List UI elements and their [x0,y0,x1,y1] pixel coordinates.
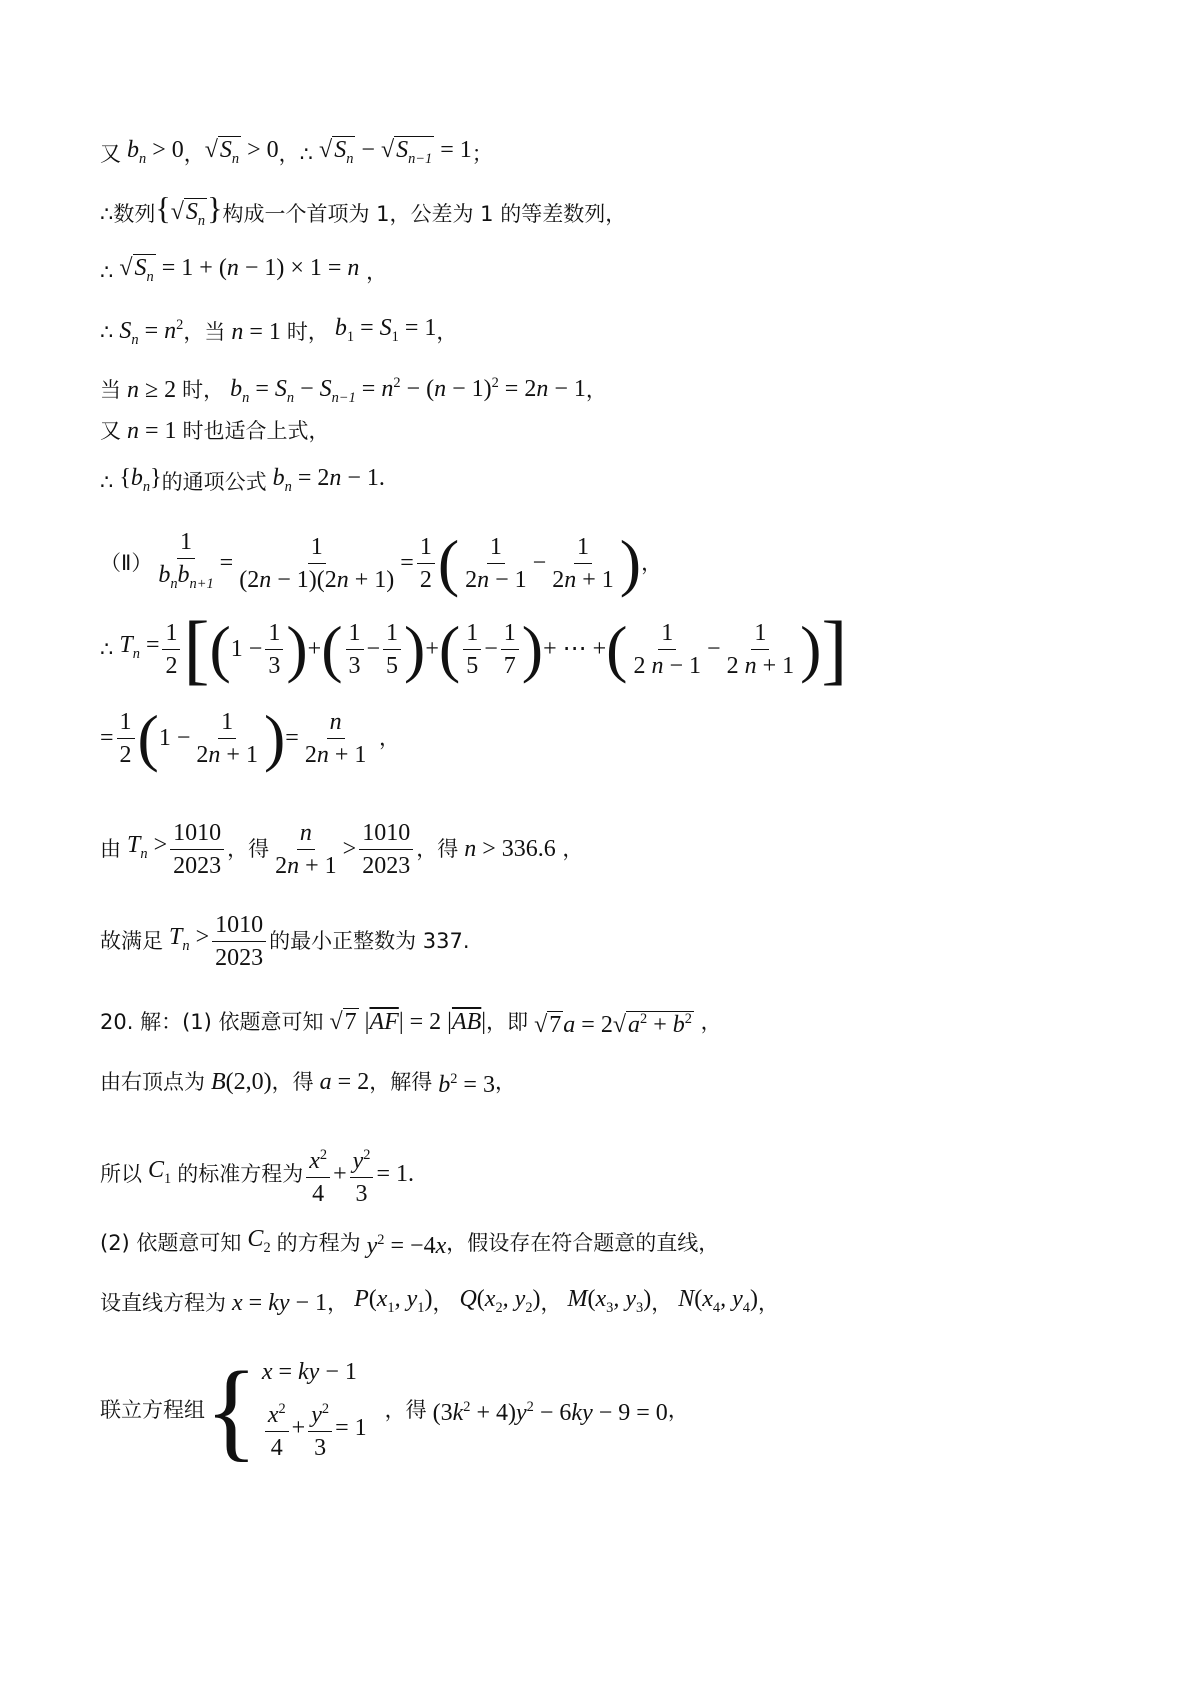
solution-line-5: 当 n ≥ 2 时， $b_n = S_n - S_{n-1} = n^2 - (n - 1)^2 = 2n - 1$ ， [100,375,607,406]
solution-line-15: 所以 $C_1$ 的标准方程为 $\frac{x^2}{4}$ + $\frac{y^2}{3}$ = 1. [100,1135,414,1213]
solution-line-3: ∴ $√S_n = 1 + (n - 1) \times 1 = n$ ， [100,255,388,285]
solution-line-8: （Ⅱ） $\frac{1}{b_nb_{n+1}}$ = $\frac{1}{(2n - 1)(2n + 1)}$ = $\frac{1}{2}$ ( $\frac{1}{2n - 1}$ − $\frac{1}{2n + 1}$ ) ， [100,527,663,598]
solution-line-10: = $\frac{1}{2}$ ( 1 − $\frac{1}{2n + 1}$ ) = $\frac{n}{2n + 1}$ ， [100,702,401,773]
solution-line-1: 又 $b_n > 0$ ， $√S_n > 0$ ，∴ $√S_n - √S_{n-1} = 1$ ； [100,137,493,167]
solution-line-4: ∴ $S_n = n^2$ ，当 n = 1 时， $b_1 = S_1 = 1$ ， [100,315,458,348]
solution-line-18: 联立方程组 { x = ky − 1 $\frac{x^2}{4}$ + $\frac{y^2}{3}$ = 1 ，得 $(3k^2 + 4)y^2 - 6ky - 9 = 0$ ， [100,1349,689,1471]
solution-line-11: 由 $T_n$ > $\frac{1010}{2023}$ ，得 $\frac{n}{2n + 1}$ > $\frac{1010}{2023}$ ，得 n > 336.6 ， [100,810,583,888]
solution-line-12: 故满足 $T_n$ > $\frac{1010}{2023}$ 的最小正整数为 337. [100,902,470,980]
solution-line-6: 又 n = 1 时也适合上式， [100,418,330,444]
solution-line-2: ∴数列 $\{√S_n\}$ 构成一个首项为 1，公差为 1 的等差数列， [100,190,627,229]
solution-line-17: 设直线方程为 x = ky − 1 ， $P(x_1$, $y_1$) ， $Q(x_2$, $y_2$) ， $M(x_3$, $y_3$) ， $N(x_4$, $y_4$) ， [100,1286,779,1317]
solution-line-7: ∴ $\{b_n\}$ 的通项公式 $b_n = 2n - 1$. [100,465,385,495]
solution-line-16: (2) 依题意可知 $C_2$ 的方程为 $y^2 = -4x$ ，假设存在符合题意的直线， [100,1226,720,1260]
solution-line-13: 20. 解：(1) 依题意可知 √7 $|\overline{AF}| = 2$ $|\overline{AB}|$ ，即 $√7a = 2√a^2 + b^2$ ， [100,1009,722,1038]
solution-line-9: ∴ $T_n$ = $\frac{1}{2}$ [ ( 1 − $\frac{1}{3}$ ) + ( $\frac{1}{3}$ − $\frac{1}{5}$ ) + ( $\frac{1}{5}$ − $\frac{1}{7}$ ) + ⋯ + ( $\frac{1}{2 n - 1}$ − $\frac{1}{2 n + 1}$ ) ] [100,605,848,692]
solution-line-14: 由右顶点为 B(2,0) ，得 a = 2 ，解得 $b^2 = 3$ ， [100,1069,516,1098]
